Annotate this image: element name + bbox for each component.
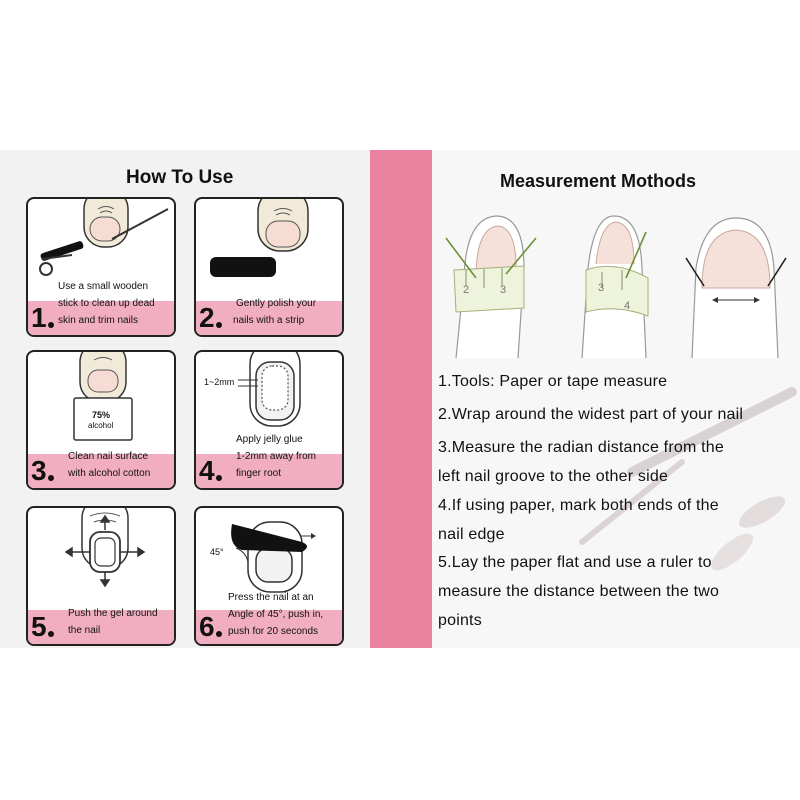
- glue-distance-label: 1~2mm: [204, 377, 235, 387]
- finger-ruler-illustration-1: [446, 216, 536, 358]
- instruction-line-5: 4.If using paper, mark both ends of the: [438, 497, 719, 514]
- nail-clipper-icon: [40, 240, 84, 275]
- step-5-caption-line-1: Push the gel around: [68, 608, 158, 619]
- step-3-caption-line-2: with alcohol cotton: [68, 468, 151, 479]
- how-to-use-title: How To Use: [126, 167, 234, 188]
- step-2-number: 2: [199, 302, 215, 333]
- instruction-line-3: 3.Measure the radian distance from the: [438, 439, 724, 456]
- step-6-card: [194, 506, 344, 646]
- instruction-line-9: points: [438, 612, 482, 629]
- step-4-caption-line-1: Apply jelly glue: [236, 434, 303, 445]
- step-1-number: 1: [31, 302, 47, 333]
- instruction-line-7: 5.Lay the paper flat and use a ruler to: [438, 554, 712, 571]
- step-6-caption-line-3: push for 20 seconds: [228, 626, 319, 637]
- step-5-card: [26, 506, 176, 646]
- step-4-card: [194, 350, 344, 490]
- step-3-card: [26, 350, 176, 490]
- instruction-line-4: left nail groove to the other side: [438, 468, 669, 485]
- step-3-number: 3: [31, 455, 47, 486]
- step-3-caption-line-1: Clean nail surface: [68, 451, 149, 462]
- angle-label: 45°: [210, 547, 224, 557]
- nail-file-icon: [210, 257, 276, 277]
- instruction-line-1: 1.Tools: Paper or tape measure: [438, 373, 668, 390]
- step-6-caption-line-1: Press the nail at an: [228, 592, 314, 603]
- ruler-number-1b: 3: [500, 284, 507, 296]
- step-2-caption-line-1: Gently polish your: [236, 298, 317, 309]
- instruction-line-6: nail edge: [438, 526, 505, 543]
- step-6-caption-line-2: Angle of 45°, push in,: [228, 609, 324, 620]
- step-4-caption-line-3: finger root: [236, 468, 282, 479]
- step-6-number: 6: [199, 611, 215, 642]
- step-2-caption-line-2: nails with a strip: [233, 315, 305, 326]
- instruction-line-2: 2.Wrap around the widest part of your nail: [438, 406, 744, 423]
- instruction-line-8: measure the distance between the two: [438, 583, 720, 600]
- ruler-number-2a: 3: [598, 282, 605, 294]
- ruler-number-2b: 4: [624, 300, 631, 312]
- step-4-number: 4: [199, 455, 215, 486]
- step-1-card: [26, 197, 176, 337]
- step-1-caption-line-3: skin and trim nails: [58, 315, 139, 326]
- step-5-number: 5: [31, 611, 47, 642]
- pink-divider-strip: [370, 150, 432, 648]
- finger-nail-width-illustration: [686, 218, 786, 358]
- alcohol-label-text: alcohol: [88, 421, 114, 430]
- finger-ruler-illustration-2: [582, 216, 648, 358]
- step-1-caption-line-2: stick to clean up dead: [58, 298, 155, 309]
- step-4-caption-line-2: 1-2mm away from: [236, 451, 317, 462]
- measurement-title: Measurement Mothods: [500, 171, 697, 191]
- measurement-illustrations: [436, 208, 800, 358]
- step-5-caption-line-2: the nail: [68, 625, 101, 636]
- step-1-caption-line-1: Use a small wooden: [58, 281, 149, 292]
- ruler-number-1a: 2: [463, 284, 470, 296]
- step-2-card: [194, 197, 344, 337]
- alcohol-label-percent: 75%: [92, 410, 111, 420]
